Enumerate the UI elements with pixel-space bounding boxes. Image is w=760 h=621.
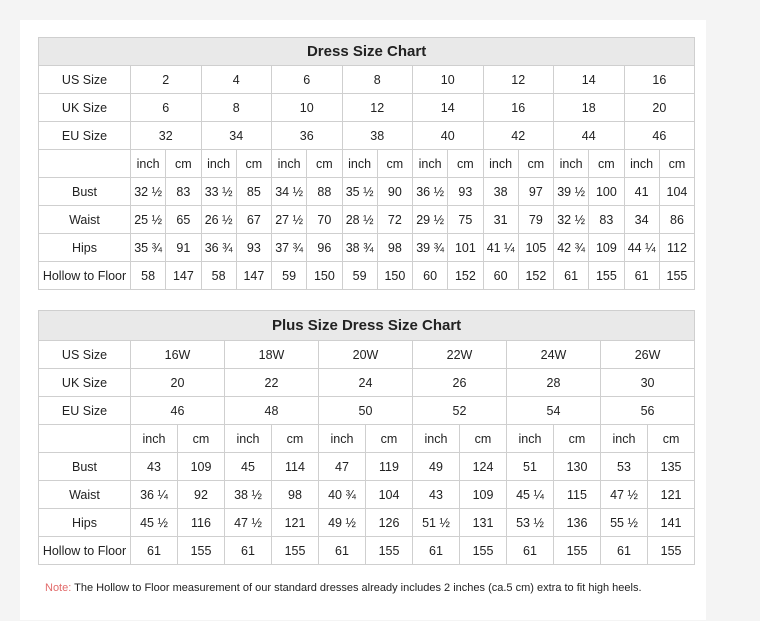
size-chart-page [20,20,706,620]
hips-inch-cell: 53 ½ [507,509,554,537]
floor-cm-cell: 155 [178,537,225,565]
hips-inch-cell: 38 ¾ [342,234,377,262]
waist-inch-cell: 40 ¾ [319,481,366,509]
eu-size-cell: 38 [342,122,413,150]
eu-size-cell: 56 [601,397,695,425]
unit-inch-cell: inch [483,150,518,178]
unit-inch-cell: inch [131,150,166,178]
hips-cm-cell: 96 [307,234,342,262]
bust-inch-cell: 36 ½ [413,178,448,206]
floor-cm-cell: 155 [589,262,624,290]
bust-inch-cell: 47 [319,453,366,481]
us-size-cell: 14 [554,66,625,94]
uk-size-cell: 6 [131,94,202,122]
floor-cm-cell: 155 [460,537,507,565]
hips-inch-cell: 35 ¾ [131,234,166,262]
unit-cm-cell: cm [460,425,507,453]
bust-inch-cell: 39 ½ [554,178,589,206]
unit-cm-cell: cm [236,150,271,178]
floor-cm-cell: 147 [166,262,201,290]
waist-row [39,206,695,234]
bust-cm-cell: 85 [236,178,271,206]
eu-size-cell: 42 [483,122,554,150]
eu-size-cell: 52 [413,397,507,425]
us-size-cell: 26W [601,341,695,369]
unit-cm-cell: cm [518,150,553,178]
uk-size-cell: 16 [483,94,554,122]
unit-cm-cell: cm [272,425,319,453]
hollow-to-floor-note [45,582,642,594]
floor-inch-cell: 58 [201,262,236,290]
waist-inch-cell: 45 ¼ [507,481,554,509]
bust-inch-cell: 51 [507,453,554,481]
eu-size-cell: 32 [131,122,202,150]
row-label: Bust [39,178,131,206]
bust-inch-cell: 41 [624,178,659,206]
waist-inch-cell: 29 ½ [413,206,448,234]
waist-inch-cell: 26 ½ [201,206,236,234]
us-size-cell: 8 [342,66,413,94]
floor-cm-cell: 155 [648,537,695,565]
hips-cm-cell: 131 [460,509,507,537]
bust-cm-cell: 124 [460,453,507,481]
bust-row [39,453,695,481]
floor-inch-cell: 58 [131,262,166,290]
hips-inch-cell: 49 ½ [319,509,366,537]
floor-inch-cell: 59 [342,262,377,290]
waist-cm-cell: 92 [178,481,225,509]
unit-cm-cell: cm [166,150,201,178]
chart-title: Plus Size Dress Size Chart [39,311,695,341]
hips-cm-cell: 93 [236,234,271,262]
us-size-cell: 24W [507,341,601,369]
waist-inch-cell: 28 ½ [342,206,377,234]
uk-size-cell: 20 [624,94,695,122]
floor-cm-cell: 155 [659,262,694,290]
us-size-cell: 22W [413,341,507,369]
hips-inch-cell: 55 ½ [601,509,648,537]
hips-cm-cell: 126 [366,509,413,537]
bust-cm-cell: 90 [377,178,412,206]
waist-inch-cell: 36 ¼ [131,481,178,509]
uk-size-cell: 20 [131,369,225,397]
hips-cm-cell: 105 [518,234,553,262]
us-size-row [39,341,695,369]
waist-inch-cell: 43 [413,481,460,509]
waist-cm-cell: 86 [659,206,694,234]
floor-inch-cell: 61 [554,262,589,290]
unit-inch-cell: inch [624,150,659,178]
bust-cm-cell: 97 [518,178,553,206]
waist-cm-cell: 83 [589,206,624,234]
hips-inch-cell: 51 ½ [413,509,460,537]
us-size-cell: 12 [483,66,554,94]
eu-size-row [39,122,695,150]
bust-cm-cell: 114 [272,453,319,481]
bust-cm-cell: 88 [307,178,342,206]
hips-cm-cell: 116 [178,509,225,537]
unit-inch-cell: inch [507,425,554,453]
row-label: US Size [39,341,131,369]
unit-cm-cell: cm [659,150,694,178]
dress-size-chart-table [38,37,695,290]
row-label: Hips [39,234,131,262]
bust-inch-cell: 49 [413,453,460,481]
hips-inch-cell: 42 ¾ [554,234,589,262]
us-size-cell: 10 [413,66,484,94]
unit-inch-cell: inch [225,425,272,453]
uk-size-cell: 10 [272,94,343,122]
waist-cm-cell: 104 [366,481,413,509]
bust-cm-cell: 109 [178,453,225,481]
floor-inch-cell: 61 [601,537,648,565]
units-row [39,150,695,178]
row-label: UK Size [39,369,131,397]
hips-inch-cell: 36 ¾ [201,234,236,262]
uk-size-cell: 30 [601,369,695,397]
hips-cm-cell: 98 [377,234,412,262]
floor-cm-cell: 155 [366,537,413,565]
uk-size-cell: 14 [413,94,484,122]
floor-inch-cell: 61 [507,537,554,565]
row-label: Hollow to Floor [39,537,131,565]
bust-cm-cell: 119 [366,453,413,481]
bust-inch-cell: 35 ½ [342,178,377,206]
hips-cm-cell: 109 [589,234,624,262]
hips-row [39,509,695,537]
waist-cm-cell: 121 [648,481,695,509]
bust-inch-cell: 33 ½ [201,178,236,206]
uk-size-cell: 26 [413,369,507,397]
waist-cm-cell: 109 [460,481,507,509]
floor-row [39,262,695,290]
units-row-label [39,150,131,178]
row-label: UK Size [39,94,131,122]
waist-cm-cell: 72 [377,206,412,234]
units-row-label [39,425,131,453]
waist-inch-cell: 25 ½ [131,206,166,234]
unit-inch-cell: inch [131,425,178,453]
uk-size-cell: 24 [319,369,413,397]
hips-row [39,234,695,262]
waist-cm-cell: 65 [166,206,201,234]
unit-inch-cell: inch [272,150,307,178]
hips-inch-cell: 47 ½ [225,509,272,537]
row-label: Hips [39,509,131,537]
eu-size-cell: 54 [507,397,601,425]
floor-row [39,537,695,565]
waist-inch-cell: 32 ½ [554,206,589,234]
us-size-cell: 16W [131,341,225,369]
unit-cm-cell: cm [307,150,342,178]
floor-inch-cell: 59 [272,262,307,290]
unit-cm-cell: cm [448,150,483,178]
unit-inch-cell: inch [554,150,589,178]
hips-inch-cell: 41 ¼ [483,234,518,262]
row-label: Bust [39,453,131,481]
row-label: Hollow to Floor [39,262,131,290]
floor-inch-cell: 61 [225,537,272,565]
row-label: Waist [39,206,131,234]
uk-size-cell: 28 [507,369,601,397]
bust-inch-cell: 45 [225,453,272,481]
plus-size-dress-chart-table [38,310,695,565]
floor-inch-cell: 61 [131,537,178,565]
hips-cm-cell: 101 [448,234,483,262]
note-label: Note: [45,582,72,594]
hips-cm-cell: 91 [166,234,201,262]
eu-size-cell: 46 [131,397,225,425]
bust-row [39,178,695,206]
unit-cm-cell: cm [648,425,695,453]
us-size-cell: 16 [624,66,695,94]
unit-inch-cell: inch [413,150,448,178]
bust-inch-cell: 53 [601,453,648,481]
hips-cm-cell: 112 [659,234,694,262]
floor-cm-cell: 150 [307,262,342,290]
waist-inch-cell: 27 ½ [272,206,307,234]
bust-inch-cell: 32 ½ [131,178,166,206]
unit-inch-cell: inch [342,150,377,178]
waist-cm-cell: 70 [307,206,342,234]
chart-title: Dress Size Chart [39,38,695,66]
bust-inch-cell: 34 ½ [272,178,307,206]
eu-size-row [39,397,695,425]
eu-size-cell: 40 [413,122,484,150]
unit-inch-cell: inch [413,425,460,453]
floor-cm-cell: 147 [236,262,271,290]
us-size-cell: 2 [131,66,202,94]
title-row [39,311,695,341]
eu-size-cell: 44 [554,122,625,150]
floor-cm-cell: 155 [272,537,319,565]
unit-inch-cell: inch [319,425,366,453]
row-label: EU Size [39,397,131,425]
eu-size-cell: 48 [225,397,319,425]
uk-size-row [39,94,695,122]
floor-inch-cell: 61 [413,537,460,565]
bust-inch-cell: 38 [483,178,518,206]
floor-cm-cell: 155 [554,537,601,565]
waist-inch-cell: 31 [483,206,518,234]
floor-inch-cell: 60 [483,262,518,290]
row-label: EU Size [39,122,131,150]
uk-size-cell: 18 [554,94,625,122]
hips-cm-cell: 141 [648,509,695,537]
bust-cm-cell: 100 [589,178,624,206]
waist-inch-cell: 34 [624,206,659,234]
waist-cm-cell: 98 [272,481,319,509]
unit-cm-cell: cm [366,425,413,453]
floor-inch-cell: 61 [319,537,366,565]
hips-inch-cell: 44 ¼ [624,234,659,262]
uk-size-cell: 22 [225,369,319,397]
bust-cm-cell: 93 [448,178,483,206]
units-row [39,425,695,453]
floor-cm-cell: 152 [518,262,553,290]
floor-inch-cell: 60 [413,262,448,290]
waist-inch-cell: 47 ½ [601,481,648,509]
waist-inch-cell: 38 ½ [225,481,272,509]
eu-size-cell: 50 [319,397,413,425]
unit-cm-cell: cm [589,150,624,178]
hips-inch-cell: 37 ¾ [272,234,307,262]
title-row [39,38,695,66]
waist-cm-cell: 67 [236,206,271,234]
unit-inch-cell: inch [201,150,236,178]
us-size-row [39,66,695,94]
us-size-cell: 6 [272,66,343,94]
hips-cm-cell: 136 [554,509,601,537]
waist-row [39,481,695,509]
bust-cm-cell: 83 [166,178,201,206]
hips-cm-cell: 121 [272,509,319,537]
bust-inch-cell: 43 [131,453,178,481]
waist-cm-cell: 115 [554,481,601,509]
floor-cm-cell: 150 [377,262,412,290]
eu-size-cell: 46 [624,122,695,150]
bust-cm-cell: 135 [648,453,695,481]
uk-size-cell: 8 [201,94,272,122]
hips-inch-cell: 45 ½ [131,509,178,537]
bust-cm-cell: 130 [554,453,601,481]
floor-cm-cell: 152 [448,262,483,290]
hips-inch-cell: 39 ¾ [413,234,448,262]
bust-cm-cell: 104 [659,178,694,206]
uk-size-cell: 12 [342,94,413,122]
unit-inch-cell: inch [601,425,648,453]
floor-inch-cell: 61 [624,262,659,290]
row-label: US Size [39,66,131,94]
unit-cm-cell: cm [178,425,225,453]
waist-cm-cell: 79 [518,206,553,234]
eu-size-cell: 36 [272,122,343,150]
us-size-cell: 20W [319,341,413,369]
us-size-cell: 4 [201,66,272,94]
eu-size-cell: 34 [201,122,272,150]
row-label: Waist [39,481,131,509]
uk-size-row [39,369,695,397]
unit-cm-cell: cm [554,425,601,453]
waist-cm-cell: 75 [448,206,483,234]
unit-cm-cell: cm [377,150,412,178]
note-text: The Hollow to Floor measurement of our standard dresses already includes 2 inches (ca.5 cm) extra to fit high heels. [71,582,642,594]
us-size-cell: 18W [225,341,319,369]
